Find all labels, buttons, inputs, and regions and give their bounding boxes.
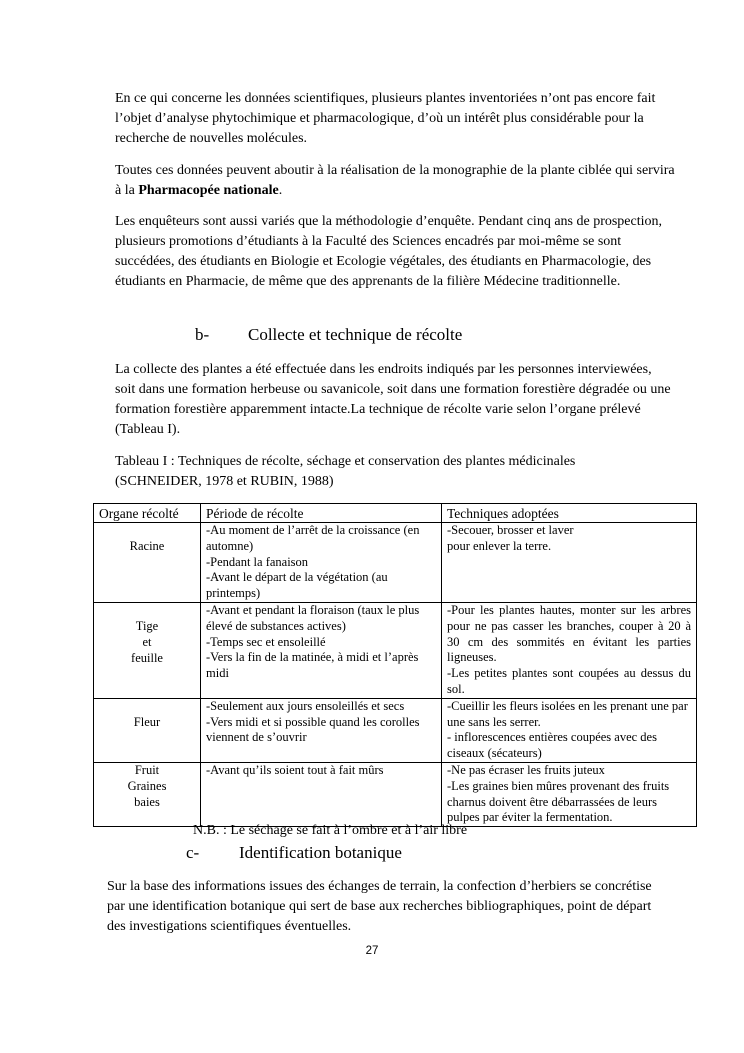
table-row-fleur — [94, 698, 697, 762]
section-title-c: Identification botanique — [239, 843, 402, 862]
period-cell — [201, 602, 442, 698]
organ-cell — [94, 698, 201, 762]
organ-label: Racine — [129, 539, 165, 553]
paragraph-monograph — [115, 161, 675, 201]
harvest-techniques-table — [93, 503, 697, 827]
drying-note: N.B. : Le séchage se fait à l’ombre et à l’air libre — [193, 823, 468, 838]
technique-cell — [442, 698, 697, 762]
paragraph-scientific-data: En ce qui concerne les données scientifiques, plusieurs plantes inventoriées n’ont pas encore fait l’objet d’analyse phytochimique et pharmacologique, d’où un intérêt plus considérable pour la recherche de nouvelles molécules. — [115, 91, 656, 146]
period-cell — [201, 523, 442, 603]
organ-label: Fruit — [134, 762, 160, 777]
organ-label: et — [142, 634, 152, 649]
technique-line: -Ne pas écraser les fruits juteux — [447, 762, 605, 777]
table-row-fruit — [94, 762, 697, 826]
technique-line: -Secouer, brosser et laver — [447, 523, 574, 537]
technique-line: -Cueillir les fleurs isolées en les prenant une par une sans les serrer. — [447, 698, 688, 729]
organ-cell — [94, 602, 201, 698]
organ-label: Tige — [135, 618, 159, 633]
header-organ: Organe récolté — [94, 504, 201, 523]
technique-line: -Pour les plantes hautes, monter sur les arbres pour ne pas casser les branches, couper à 20 à 30 cm des sommités en évitant les parties ligneuses. — [447, 602, 691, 665]
period-line: -Temps sec et ensoleillé — [206, 634, 326, 649]
paragraph-collection: La collecte des plantes a été effectuée dans les endroits indiqués par les personnes interviewées, soit dans une formation herbeuse ou savanicole, soit dans une formation forestière dégradée ou une formation forestière apparemment intacte.La technique de récolte varie selon l’organe prélevé (Tableau I). — [115, 362, 671, 437]
section-heading-c — [186, 843, 402, 863]
technique-cell — [442, 523, 697, 603]
table-row-racine — [94, 523, 697, 603]
header-technique: Techniques adoptées — [442, 504, 697, 523]
paragraph-botanical-id: Sur la base des informations issues des échanges de terrain, la confection d’herbiers se concrétise par une identification botanique qui sert de base aux recherches bibliographiques, point de départ des investigations scientifiques éventuelles. — [107, 879, 652, 934]
period-line: -Avant qu’ils soient tout à fait mûrs — [206, 762, 384, 777]
table-header-row — [94, 504, 697, 523]
period-line: -Avant le départ de la végétation (au printemps) — [206, 570, 388, 601]
period-line: -Vers midi et si possible quand les corolles viennent de s’ouvrir — [206, 714, 420, 745]
technique-line: pour enlever la terre. — [447, 538, 552, 553]
period-line: -Avant et pendant la floraison (taux le plus élevé de substances actives) — [206, 602, 420, 633]
paragraph-investigators: Les enquêteurs sont aussi variés que la méthodologie d’enquête. Pendant cinq ans de prospection, plusieurs promotions d’étudiants à la Faculté des Sciences encadrés par moi-même se sont succédées, des étudiants en Biologie et Ecologie végétales, des étudiants en Pharmacologie, des étudiants en Pharmacie, de même que des apprenants de la filière Médecine traditionnelle. — [115, 214, 663, 289]
organ-label: Fleur — [133, 714, 161, 729]
technique-line: -Les petites plantes sont coupées au dessus du sol. — [447, 666, 691, 696]
period-cell — [201, 762, 442, 826]
technique-line: - inflorescences entières coupées avec des ciseaux (sécateurs) — [447, 730, 657, 761]
technique-line: -Les graines bien mûres provenant des fruits charnus doivent être débarrassées de leurs pulpes par éviter la fermentation. — [447, 778, 670, 825]
period-cell — [201, 698, 442, 762]
table-caption: Tableau I : Techniques de récolte, séchage et conservation des plantes médicinales (SCHNEIDER, 1978 et RUBIN, 1988) — [115, 454, 576, 489]
pharmacopee-bold: Pharmacopée nationale — [138, 183, 279, 198]
technique-cell — [442, 602, 697, 698]
period-line: -Au moment de l’arrêt de la croissance (en automne) — [206, 523, 420, 553]
period-line: -Vers la fin de la matinée, à midi et l’après midi — [206, 650, 419, 681]
section-title-b: Collecte et technique de récolte — [248, 325, 463, 344]
organ-cell — [94, 762, 201, 826]
period-line: -Seulement aux jours ensoleillés et secs — [206, 698, 405, 713]
paragraph-monograph-text: Toutes ces données peuvent aboutir à la réalisation de la monographie de la plante ciblée qui servira à la — [115, 163, 675, 198]
organ-label: Graines — [127, 778, 167, 793]
section-number-b: b- — [195, 325, 210, 344]
paragraph-monograph-end: . — [278, 183, 283, 198]
section-heading-b — [195, 325, 462, 345]
table-row-tige-feuille — [94, 602, 697, 698]
header-period: Période de récolte — [201, 504, 442, 523]
section-number-c: c- — [186, 843, 200, 862]
page-number: 27 — [365, 945, 379, 957]
organ-label: baies — [134, 794, 160, 809]
period-line: -Pendant la fanaison — [206, 554, 309, 569]
organ-cell — [94, 523, 201, 603]
organ-label: feuille — [131, 650, 163, 665]
technique-cell — [442, 762, 697, 826]
